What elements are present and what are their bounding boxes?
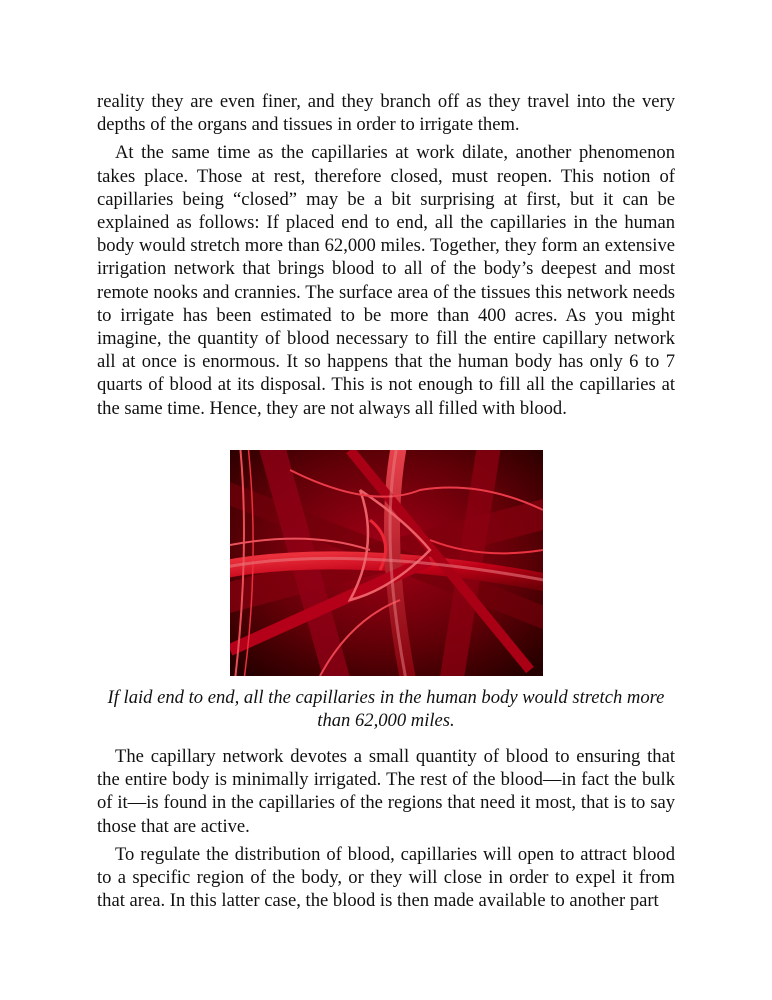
paragraph-capillary-network: The capillary network devotes a small quantity of blood to ensuring that the entire body is minimally irrigated. The rest of the blood—in fact the bulk of it—is found in the capillaries of the regions that need it most, that is to say those that are active. [97, 746, 675, 837]
text-block-top [97, 90, 675, 420]
capillary-illustration [230, 450, 543, 676]
paragraph-regulate-distribution: To regulate the distribution of blood, capillaries will open to attract blood to a specific region of the body, or they will close in order to expel it from that area. In this latter case, the blood is then made available to another part [97, 843, 675, 912]
text-block-bottom [97, 745, 675, 912]
figure-caption: If laid end to end, all the capillaries in the human body would stretch more than 62,000 miles. [107, 687, 665, 732]
paragraph-continuation: reality they are even finer, and they branch off as they travel into the very depths of the organs and tissues in order to irrigate them. [97, 91, 675, 136]
paragraph-capillaries-closed: At the same time as the capillaries at work dilate, another phenomenon takes place. Those at rest, therefore closed, must reopen. This notion of capillaries being “closed” may be a bit surprising at first, but it can be explained as follows: If placed end to end, all the capillaries in the human body would stretch more than 62,000 miles. Together, they form an extensive irrigation network that brings blood to all of the body’s deepest and most remote nooks and crannies. The surface area of the tissues this network needs to irrigate has been estimated to be more than 400 acres. As you might imagine, the quantity of blood necessary to fill the entire capillary network all at once is enormous. It so happens that the human body has only 6 to 7 quarts of blood at its disposal. This is not enough to fill all the capillaries at the same time. Hence, they are not always all filled with blood. [97, 142, 675, 419]
capillary-network-image [230, 450, 543, 676]
